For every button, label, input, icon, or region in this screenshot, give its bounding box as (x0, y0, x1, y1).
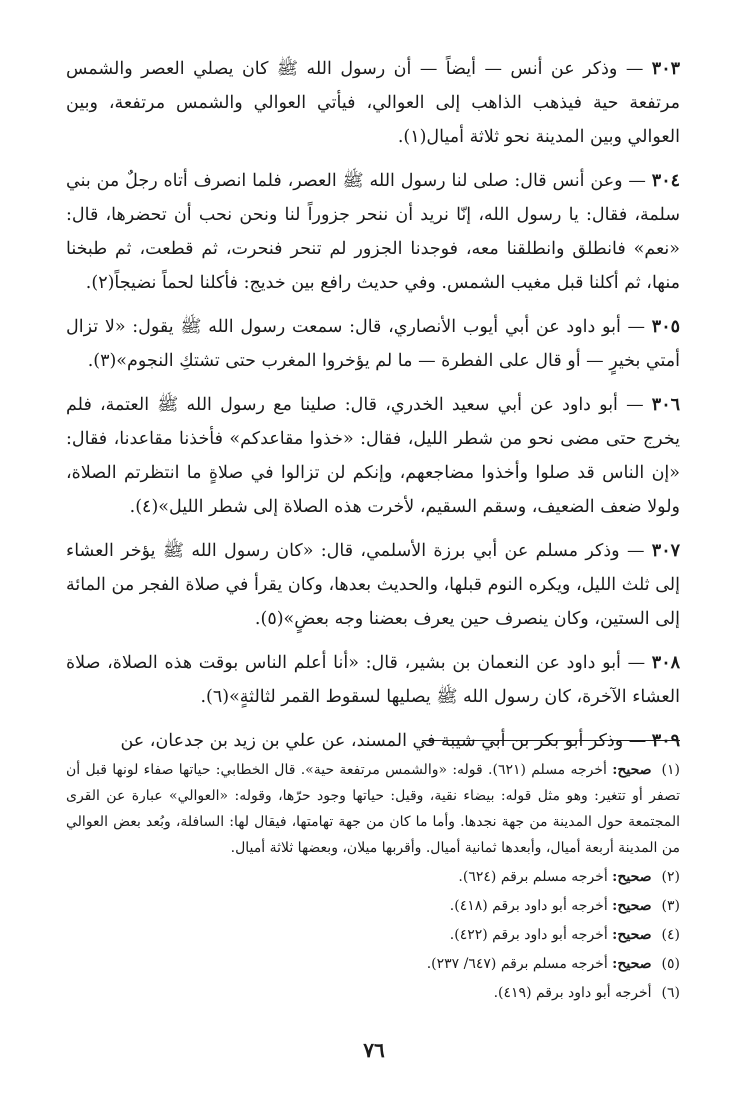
hadith-text: — وذكر عن أنس — أيضاً — أن رسول الله ﷺ كان يصلي العصر والشمس مرتفعة حية فيذهب الذاهب إلى العوالي، فيأتي العوالي والشمس مرتفعة، وبين العوالي وبين المدينة نحو ثلاثة أميال(١). (66, 59, 680, 147)
footnote-grade: صحيح: (612, 927, 652, 943)
footnote-number: (١) (661, 762, 681, 778)
footnote-grade: صحيح: (612, 898, 652, 914)
hadith-308 (66, 646, 680, 714)
hadith-number: ٣٠٦ (651, 395, 680, 415)
hadith-305 (66, 310, 680, 378)
hadith-text: — أبو داود عن النعمان بن بشير، قال: «أنا أعلم الناس بوقت هذه الصلاة، صلاة العشاء الآخرة، كان رسول الله ﷺ يصليها لسقوط القمر لثالثةٍ»(٦). (66, 653, 680, 707)
hadith-number: ٣٠٧ (651, 541, 680, 561)
hadith-304 (66, 164, 680, 300)
footnote-grade: صحيح: (612, 956, 652, 972)
footnote-2 (66, 864, 680, 890)
hadith-number: ٣٠٤ (651, 171, 680, 191)
hadith-text: — وذكر مسلم عن أبي برزة الأسلمي، قال: «كان رسول الله ﷺ يؤخر العشاء إلى ثلث الليل، ويكره النوم قبلها، والحديث بعدها، وكان يقرأ في صلاة الفجر من المائة إلى الستين، وكان ينصرف حين يعرف بعضنا وجه بعضٍ»(٥). (66, 541, 680, 629)
hadith-number: ٣٠٨ (651, 653, 680, 673)
footnote-4 (66, 922, 680, 948)
footnote-text: أخرجه مسلم (٦٢١). قوله: «والشمس مرتفعة حية». قال الخطابي: حياتها صفاء لونها قبل أن تصفر أو تتغير: وهو مثل قوله: بيضاء نقية، وقيل: حياتها وجود حرّها، وقوله: «العوالي» عبارة عن القرى المجتمعة حول المدينة من جهة نجدها. وأما ما كان من جهة تهامتها، فيقال لها: السافلة، وبُعد بعض العوالي من المدينة أربعة أميال، وأبعدها ثمانية أميال. وأقربها ميلان، وبعضها ثلاثة أميال. (66, 762, 680, 856)
footnote-text: أخرجه مسلم برقم (٦٤٧/ ٢٣٧). (426, 956, 613, 972)
footnote-5 (66, 951, 680, 977)
hadith-number: ٣٠٥ (651, 317, 680, 337)
hadith-text: — وذكر أبو بكر بن أبي شيبة في المسند، عن علي بن زيد بن جدعان، عن (120, 731, 652, 751)
footnote-text: أخرجه أبو داود برقم (٤١٨). (449, 898, 613, 914)
footnote-text: أخرجه أبو داود برقم (٤٢٢). (449, 927, 613, 943)
main-text (66, 52, 680, 768)
footnote-divider (422, 740, 680, 741)
footnote-1 (66, 757, 680, 861)
footnote-grade: صحيح: (612, 762, 652, 778)
page-number: ٧٦ (363, 1038, 385, 1062)
footnote-text: أخرجه مسلم برقم (٦٢٤). (458, 869, 613, 885)
footnotes (66, 757, 680, 1009)
hadith-303 (66, 52, 680, 154)
hadith-text: — أبو داود عن أبي سعيد الخدري، قال: صلينا مع رسول الله ﷺ العتمة، فلم يخرج حتى مضى نحو من شطر الليل، فقال: «خذوا مقاعدكم» فأخذنا مقاعدنا، فقال: «إن الناس قد صلوا وأخذوا مضاجعهم، وإنكم لن تزالوا في صلاةٍ ما انتظرتم الصلاة، ولولا ضعف الضعيف، وسقم السقيم، لأخرت هذه الصلاة إلى شطر الليل»(٤). (66, 395, 680, 517)
footnote-number: (٥) (661, 956, 680, 972)
footnote-number: (٦) (661, 985, 680, 1001)
footnote-number: (٢) (661, 869, 680, 885)
hadith-307 (66, 534, 680, 636)
hadith-text: — وعن أنس قال: صلى لنا رسول الله ﷺ العصر، فلما انصرف أتاه رجلٌ من بني سلمة، فقال: يا رسول الله، إنّا نريد أن ننحر جزوراً لنا ونحن نحب أن تحضرها، قال: «نعم» فانطلق وانطلقنا معه، فوجدنا الجزور لم تنحر فنحرت، ثم قطعت، ثم طبخنا منها، ثم أكلنا قبل مغيب الشمس. وفي حديث رافع بين خديج: فأكلنا لحماً نضيجاً(٢). (66, 171, 680, 293)
hadith-number: ٣٠٩ (651, 731, 680, 751)
footnote-number: (٣) (661, 898, 680, 914)
hadith-number: ٣٠٣ (651, 59, 680, 79)
footnote-6 (66, 980, 680, 1006)
footnote-text: أخرجه أبو داود برقم (٤١٩). (493, 985, 652, 1001)
hadith-306 (66, 388, 680, 524)
footnote-grade: صحيح: (612, 869, 652, 885)
footnote-number: (٤) (661, 927, 680, 943)
footnote-3 (66, 893, 680, 919)
hadith-309 (66, 724, 680, 758)
hadith-text: — أبو داود عن أبي أيوب الأنصاري، قال: سمعت رسول الله ﷺ يقول: «لا تزال أمتي بخيرٍ — أو قال على الفطرة — ما لم يؤخروا المغرب حتى تشتكِ النجوم»(٣). (66, 317, 680, 371)
